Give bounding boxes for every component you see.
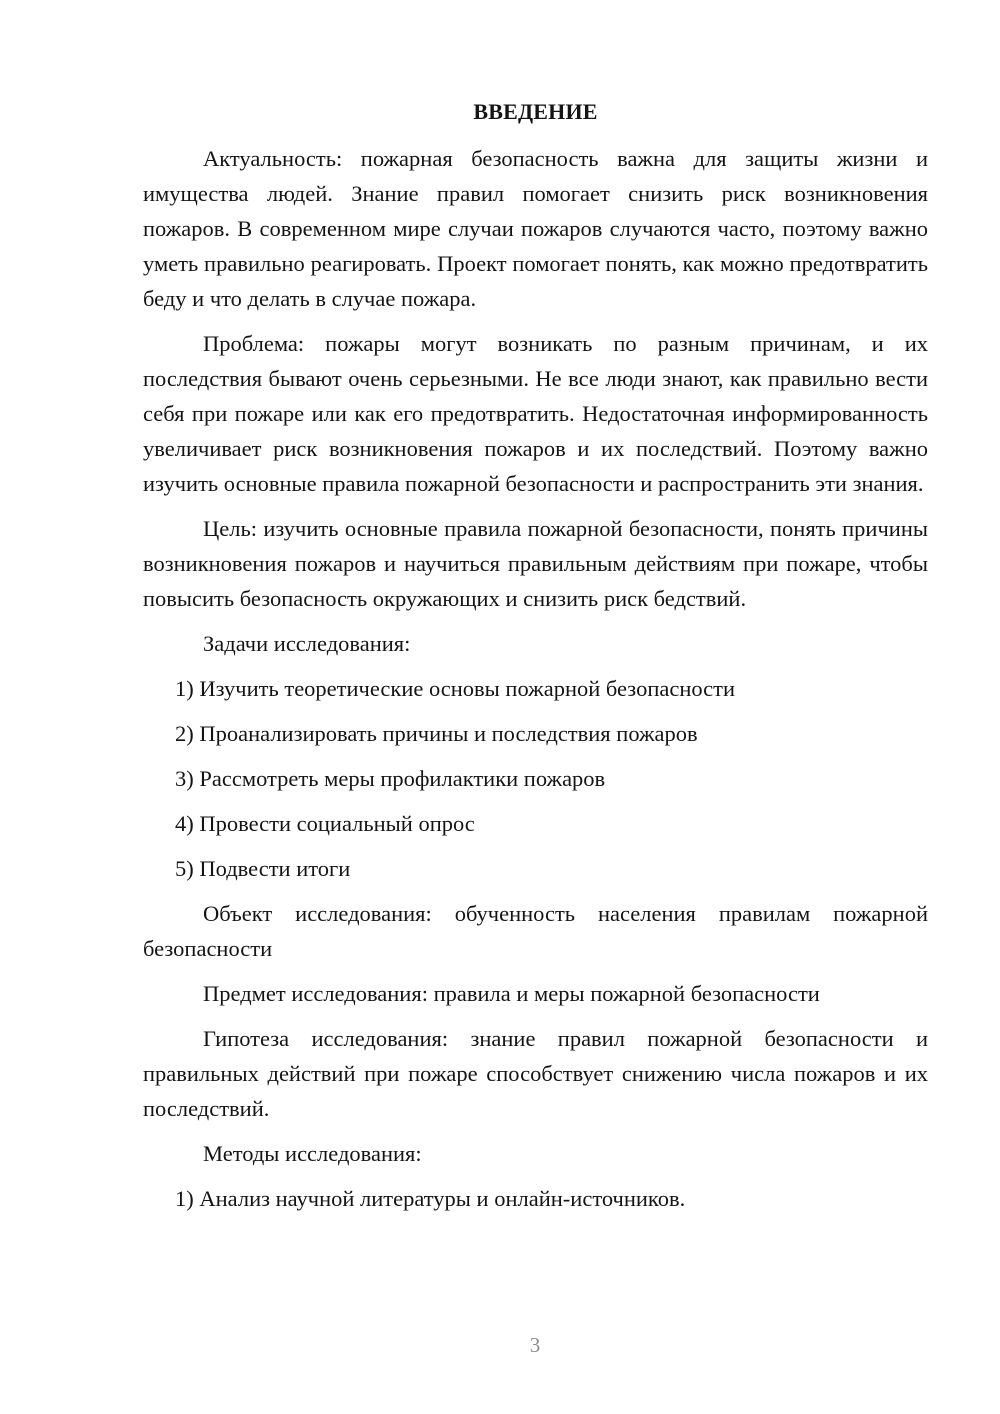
list-item: 5) Подвести итоги [175, 856, 351, 881]
paragraph-problem: Проблема: пожары могут возникать по разным причинам, и их последствия бывают очень серьезными. Не все люди знают, как правильно вести себя при пожаре или как его предотвратить. Недостаточная информированность увеличивает риск возникновения пожаров и их последствий. Поэтому важно изучить основные правила пожарной безопасности и распространить эти знания. [143, 331, 928, 496]
paragraph-relevance: Актуальность: пожарная безопасность важна для защиты жизни и имущества людей. Знание правил помогает снизить риск возникновения пожаров. В современном мире случаи пожаров случаются часто, поэтому важно уметь правильно реагировать. Проект помогает понять, как можно предотвратить беду и что делать в случае пожара. [143, 146, 928, 311]
methods-heading: Методы исследования: [203, 1141, 422, 1166]
page-number: 3 [529, 1333, 541, 1357]
list-item: 2) Проанализировать причины и последствия пожаров [175, 721, 698, 746]
list-item: 3) Рассмотреть меры профилактики пожаров [175, 766, 606, 791]
list-item: 1) Анализ научной литературы и онлайн-источников. [175, 1186, 686, 1211]
section-title: ВВЕДЕНИЕ [473, 99, 598, 124]
paragraph-goal: Цель: изучить основные правила пожарной безопасности, понять причины возникновения пожаров и научиться правильным действиям при пожаре, чтобы повысить безопасность окружающих и снизить риск бедствий. [143, 516, 928, 611]
list-item: 1) Изучить теоретические основы пожарной безопасности [175, 676, 736, 701]
list-item: 4) Провести социальный опрос [175, 811, 475, 836]
methods-list [143, 1181, 928, 1216]
paragraph-subject: Предмет исследования: правила и меры пожарной безопасности [203, 981, 820, 1006]
paragraph-object: Объект исследования: обученность населения правилам пожарной безопасности [143, 901, 928, 961]
tasks-list [143, 671, 928, 886]
tasks-heading: Задачи исследования: [203, 631, 411, 656]
page-content [143, 94, 928, 1226]
paragraph-hypothesis: Гипотеза исследования: знание правил пожарной безопасности и правильных действий при пожаре способствует снижению числа пожаров и их последствий. [143, 1026, 928, 1121]
